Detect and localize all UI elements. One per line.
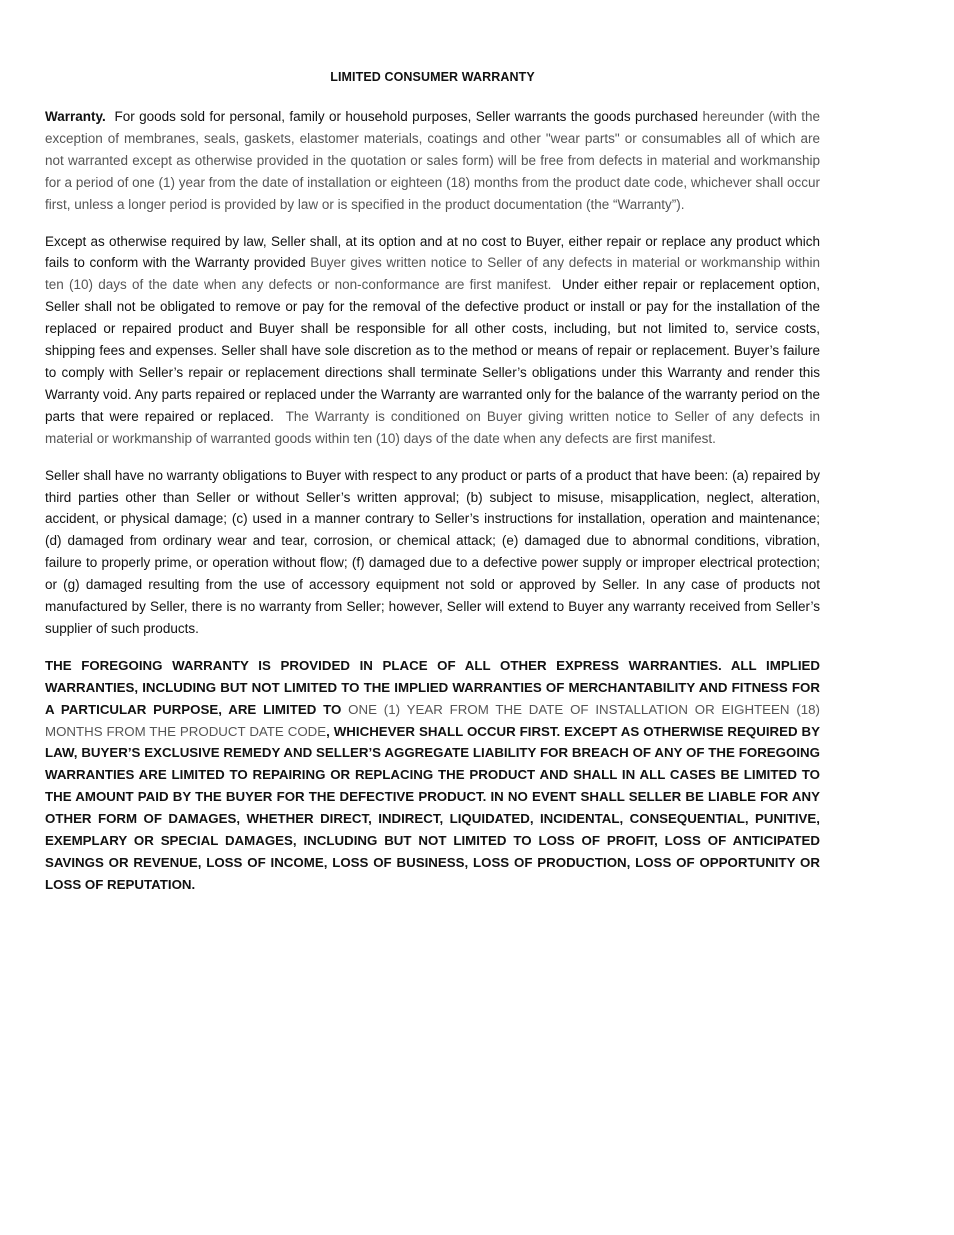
disclaimer-text-c: , WHICHEVER SHALL OCCUR FIRST. EXCEPT AS OTHERWISE REQUIRED BY LAW, BUYER’S EXCLUSIVE REMEDY AND SELLER’S AGGREGATE LIABILITY FOR BREACH OF ANY OF THE FOREGOING WARRANTIES ARE LIMITED TO REPAIRING OR REPLACING THE PRODUCT AND SHALL IN ALL CASES BE LIMITED TO THE AMOUNT PAID BY THE BUYER FOR THE DEFECTIVE PRODUCT. IN NO EVENT SHALL SELLER BE LIABLE FOR ANY OTHER FORM OF DAMAGES, WHETHER DIRECT, INDIRECT, LIQUIDATED, INCIDENTAL, CONSEQUENTIAL, PUNITIVE, EXEMPLARY OR SPECIAL DAMAGES, INCLUDING BUT NOT LIMITED TO LOSS OF PROFIT, LOSS OF ANTICIPATED SAVINGS OR REVENUE, LOSS OF INCOME, LOSS OF BUSINESS, LOSS OF PRODUCTION, LOSS OF OPPORTUNITY OR LOSS OF REPUTATION. [45,723,820,892]
disclaimer-paragraph [45,655,820,896]
document-title: LIMITED CONSUMER WARRANTY [330,70,535,84]
repair-text-b: Buyer gives written notice to Seller of any defects in material or workmanship within ten (10) days of the date when any defects or non-conformance are first manifest. [45,255,820,293]
disclaimer-text-a: THE FOREGOING WARRANTY IS PROVIDED IN PLACE OF ALL OTHER EXPRESS WARRANTIES. ALL IMPLIED WARRANTIES, INCLUDING BUT NOT LIMITED TO THE IMPLIED WARRANTIES OF MERCHANTABILITY AND FITNESS FOR A PARTICULAR PURPOSE, ARE LIMITED TO [45,657,820,717]
repair-text-d: The Warranty is conditioned on Buyer giving written notice to Seller of any defects in material or workmanship of warranted goods within ten (10) days of the date when any defects are first manifest. [45,408,820,446]
exclusions-paragraph: Seller shall have no warranty obligations to Buyer with respect to any product or parts of a product that have been: (a) repaired by third parties other than Seller or without Seller’s written approval; (b) subject to misuse, misapplication, neglect, alteration, accident, or physical damage; (c) used in a manner contrary to Seller’s instructions for installation, operation and maintenance; (d) damaged from ordinary wear and tear, corrosion, or chemical attack; (e) damaged due to abnormal conditions, vibration, failure to properly prime, or operation without flow; (f) damaged due to a defective power supply or improper electrical protection; or (g) damaged resulting from the use of accessory equipment not sold or approved by Seller. In any case of products not manufactured by Seller, there is no warranty from Seller; however, Seller will extend to Buyer any warranty received from Seller’s supplier of such products. [45,467,820,636]
repair-text-a: Except as otherwise required by law, Seller shall, at its option and at no cost to Buyer, either repair or replace any product which fails to conform with the Warranty provided [45,233,820,271]
repair-paragraph [45,231,820,450]
warranty-text-b: hereunder (with the exception of membranes, seals, gaskets, elastomer materials, coatings and other "wear parts" or consumables all of which are not warranted except as otherwise provided in the quotation or sales form) will be free from defects in material and workmanship for a period of one (1) year from the date of installation or eighteen (18) months from the product date code, whichever shall occur first, unless a longer period is provided by law or is specified in the product documentation (the “Warranty”). [45,109,820,212]
document-page [45,68,820,896]
disclaimer-text-b: ONE (1) YEAR FROM THE DATE OF INSTALLATION OR EIGHTEEN (18) MONTHS FROM THE PRODUCT DATE CODE [45,701,820,739]
warranty-paragraph [45,106,820,216]
warranty-lead: Warranty. [45,109,106,124]
repair-text-c: Under either repair or replacement option, Seller shall not be obligated to remove or pay for the removal of the defective product or install or pay for the installation of the replaced or repaired product and Buyer shall be responsible for all other costs, including, but not limited to, service costs, shipping fees and expenses. Seller shall have sole discretion as to the method or means of repair or replacement. Buyer’s failure to comply with Seller’s repair or replacement directions shall terminate Seller’s obligations under this Warranty and render this Warranty void. Any parts repaired or replaced under the Warranty are warranted only for the balance of the warranty period on the parts that were repaired or replaced. [45,277,820,424]
warranty-text-a: For goods sold for personal, family or household purposes, Seller warrants the goods purchased [114,109,699,124]
